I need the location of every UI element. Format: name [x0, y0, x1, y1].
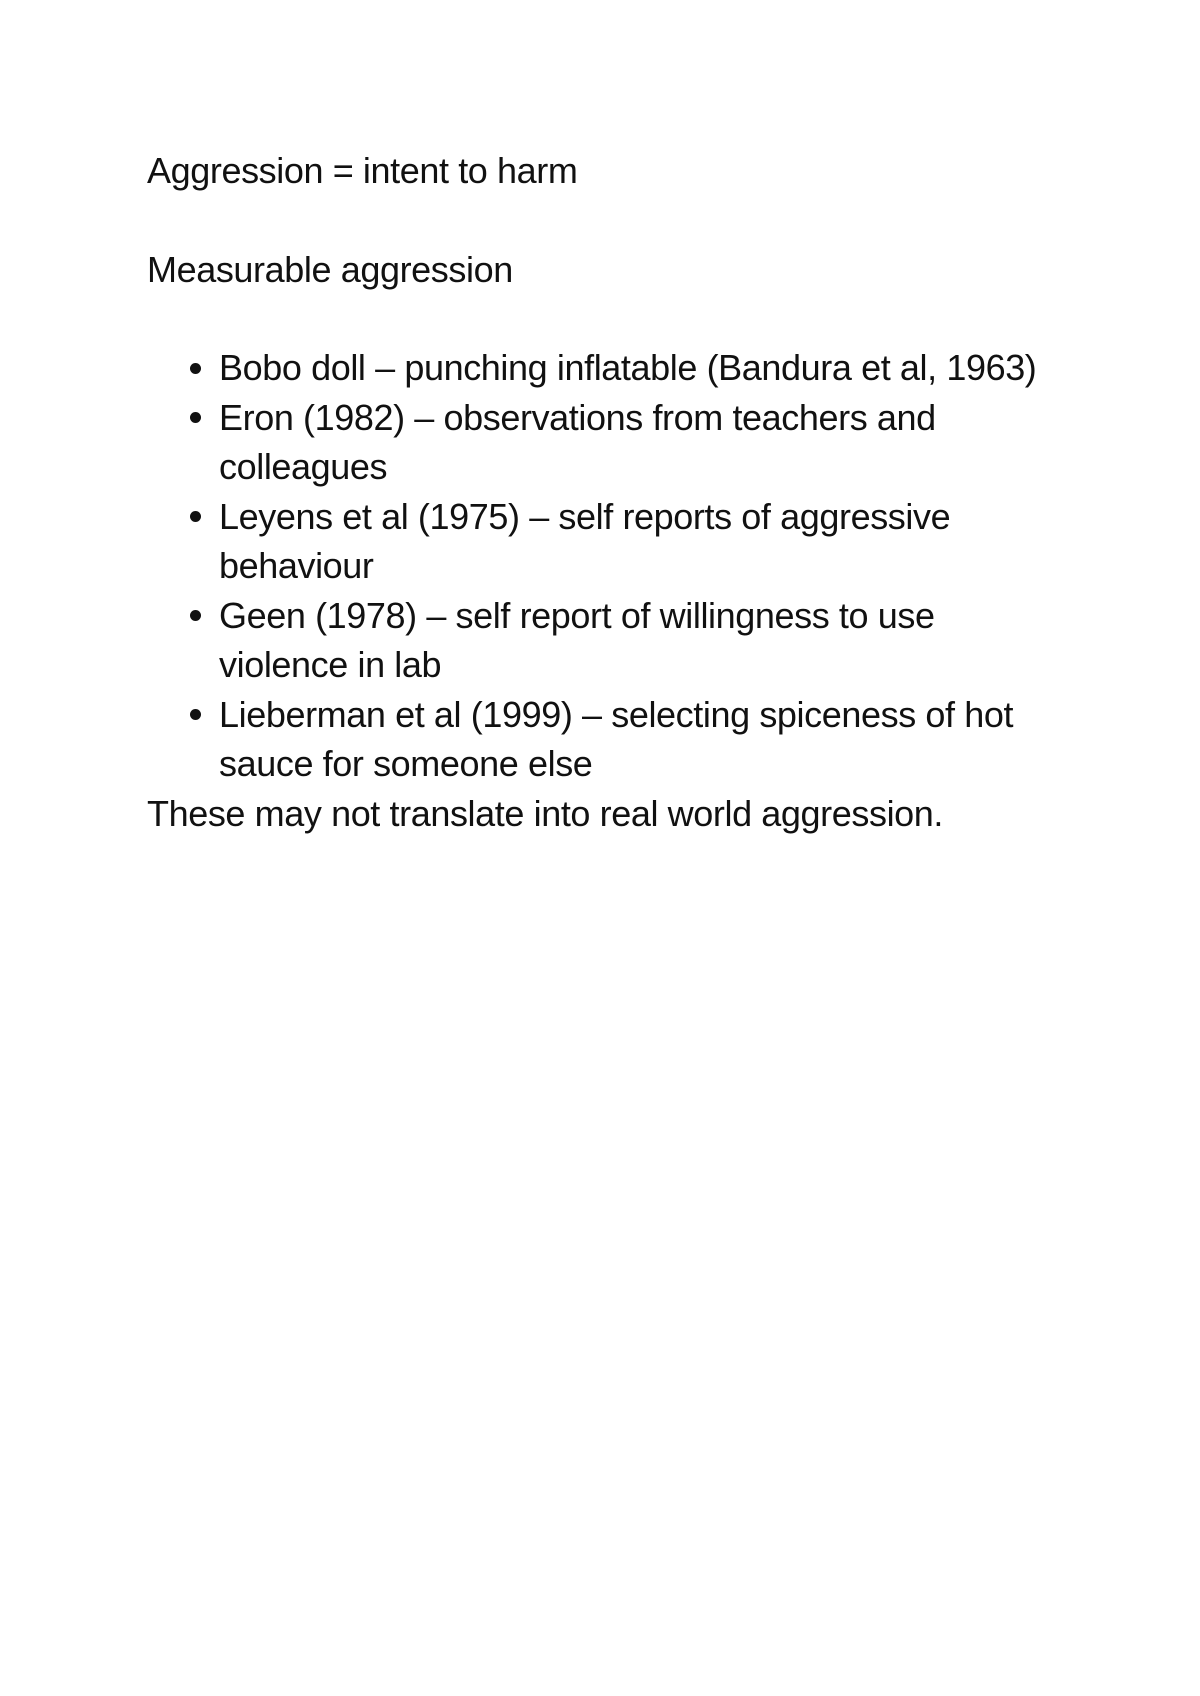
list-item-text: Leyens et al (1975) – self reports of aggressive behaviour — [219, 495, 951, 586]
list-item-text: Eron (1982) – observations from teachers and colleagues — [219, 396, 936, 487]
bullet-icon — [183, 343, 207, 393]
bullet-icon — [183, 492, 207, 542]
list-item — [147, 690, 1067, 789]
bullet-icon — [183, 393, 207, 443]
document-body — [147, 146, 1067, 838]
list-item — [147, 492, 1067, 591]
examples-list — [147, 343, 1067, 789]
list-item — [147, 591, 1067, 690]
bullet-icon — [183, 690, 207, 740]
paragraph-spacer — [147, 294, 1067, 343]
list-item — [147, 343, 1067, 393]
conclusion-line: These may not translate into real world aggression. — [147, 792, 944, 834]
section-heading: Measurable aggression — [147, 248, 513, 290]
list-item-text: Geen (1978) – self report of willingness to use violence in lab — [219, 594, 935, 685]
paragraph-spacer — [147, 196, 1067, 245]
list-item-text: Bobo doll – punching inflatable (Bandura et al, 1963) — [219, 347, 1037, 388]
bullet-icon — [183, 591, 207, 641]
definition-line: Aggression = intent to harm — [147, 150, 578, 191]
list-item — [147, 393, 1067, 492]
list-item-text: Lieberman et al (1999) – selecting spiceness of hot sauce for someone else — [219, 693, 1014, 784]
